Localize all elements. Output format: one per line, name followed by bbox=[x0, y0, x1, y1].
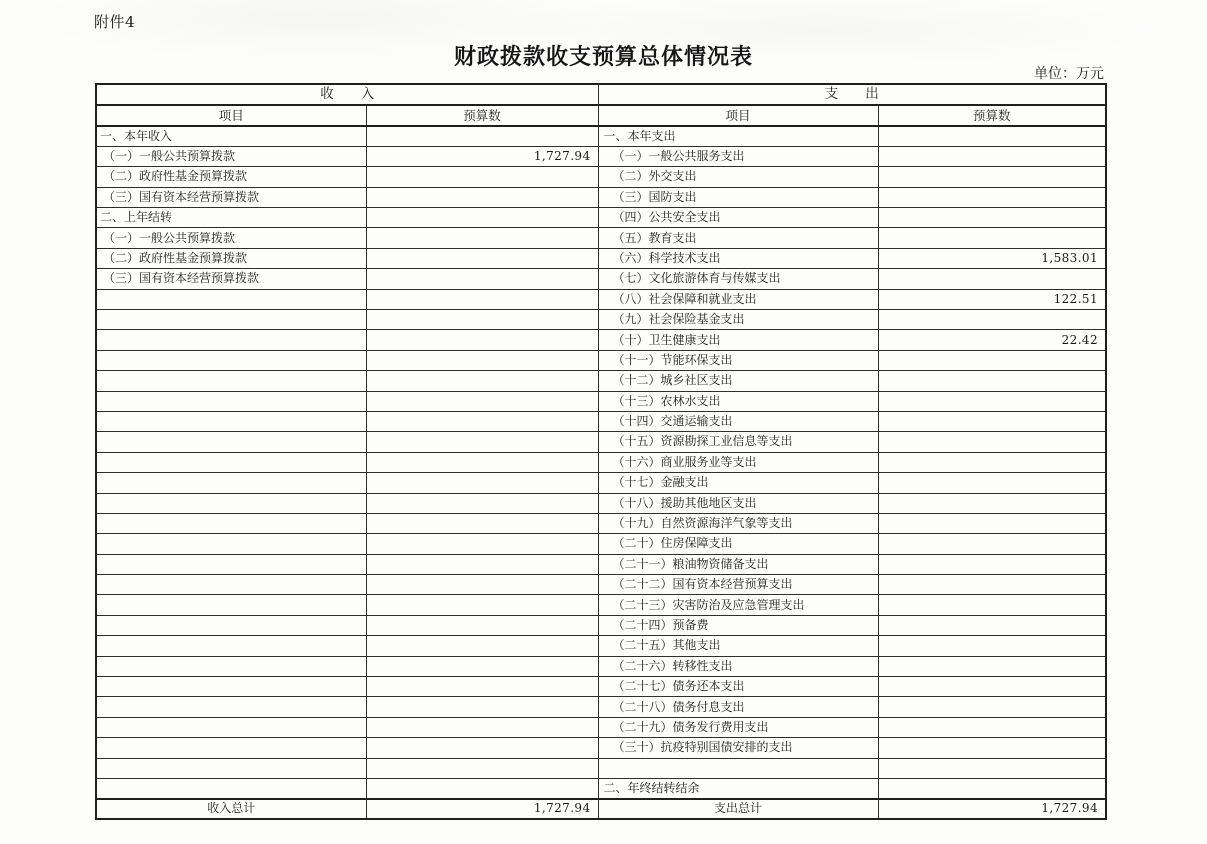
income-budget-value bbox=[366, 677, 598, 697]
income-budget-value: 1,727.94 bbox=[366, 146, 598, 166]
expense-item-label: （十四）交通运输支出 bbox=[598, 411, 878, 431]
table-row bbox=[96, 697, 1106, 717]
table-row bbox=[96, 330, 1106, 350]
income-item-label bbox=[96, 779, 366, 799]
expense-item-label: 支出总计 bbox=[598, 799, 878, 819]
table-row bbox=[96, 656, 1106, 676]
expense-budget-column-header: 预算数 bbox=[878, 105, 1106, 126]
expense-item-label: （十）卫生健康支出 bbox=[598, 330, 878, 350]
expense-budget-value bbox=[878, 187, 1106, 207]
table-row bbox=[96, 636, 1106, 656]
expense-budget-value bbox=[878, 310, 1106, 330]
income-budget-value bbox=[366, 636, 598, 656]
column-header-row bbox=[96, 105, 1106, 126]
table-row bbox=[96, 391, 1106, 411]
income-budget-value bbox=[366, 289, 598, 309]
expense-item-label: （二十二）国有资本经营预算支出 bbox=[598, 575, 878, 595]
income-item-label bbox=[96, 534, 366, 554]
income-item-label: （三）国有资本经营预算拨款 bbox=[96, 269, 366, 289]
expense-item-label: （十八）援助其他地区支出 bbox=[598, 493, 878, 513]
income-budget-column-header: 预算数 bbox=[366, 105, 598, 126]
expense-item-label: （一）一般公共服务支出 bbox=[598, 146, 878, 166]
expense-item-label: （十三）农林水支出 bbox=[598, 391, 878, 411]
expense-budget-value bbox=[878, 146, 1106, 166]
income-item-label: 收入总计 bbox=[96, 799, 366, 819]
expense-item-label: （八）社会保障和就业支出 bbox=[598, 289, 878, 309]
table-row bbox=[96, 473, 1106, 493]
expense-budget-value: 1,583.01 bbox=[878, 248, 1106, 268]
income-budget-value bbox=[366, 310, 598, 330]
table-row bbox=[96, 513, 1106, 533]
income-budget-value bbox=[366, 656, 598, 676]
expense-item-label: （二十四）预备费 bbox=[598, 615, 878, 635]
income-item-label bbox=[96, 371, 366, 391]
income-item-label: （一）一般公共预算拨款 bbox=[96, 228, 366, 248]
income-item-label bbox=[96, 554, 366, 574]
table-row bbox=[96, 554, 1106, 574]
table-row bbox=[96, 228, 1106, 248]
expense-budget-value bbox=[878, 554, 1106, 574]
income-item-label bbox=[96, 697, 366, 717]
income-budget-value bbox=[366, 187, 598, 207]
table-row bbox=[96, 167, 1106, 187]
income-item-label bbox=[96, 717, 366, 737]
expense-item-label: 二、年终结转结余 bbox=[598, 779, 878, 799]
table-row bbox=[96, 269, 1106, 289]
expense-item-label: （二十五）其他支出 bbox=[598, 636, 878, 656]
expense-budget-value: 22.42 bbox=[878, 330, 1106, 350]
income-budget-value bbox=[366, 452, 598, 472]
expense-budget-value bbox=[878, 371, 1106, 391]
expense-item-label: （二十九）债务发行费用支出 bbox=[598, 717, 878, 737]
income-budget-value bbox=[366, 697, 598, 717]
expense-budget-value bbox=[878, 615, 1106, 635]
expense-budget-value bbox=[878, 513, 1106, 533]
expense-budget-value bbox=[878, 779, 1106, 799]
income-budget-value bbox=[366, 228, 598, 248]
page-title: 财政拨款收支预算总体情况表 bbox=[453, 45, 753, 70]
income-budget-value bbox=[366, 534, 598, 554]
expense-item-label: （二十八）债务付息支出 bbox=[598, 697, 878, 717]
expense-budget-value bbox=[878, 208, 1106, 228]
income-item-label bbox=[96, 310, 366, 330]
income-item-label bbox=[96, 432, 366, 452]
expense-budget-value bbox=[878, 167, 1106, 187]
table-row bbox=[96, 126, 1106, 146]
table-row bbox=[96, 289, 1106, 309]
income-budget-value bbox=[366, 350, 598, 370]
table-row bbox=[96, 738, 1106, 758]
income-item-label: （二）政府性基金预算拨款 bbox=[96, 167, 366, 187]
expense-budget-value: 122.51 bbox=[878, 289, 1106, 309]
table-row bbox=[96, 208, 1106, 228]
income-item-label bbox=[96, 411, 366, 431]
expense-item-label: （二十六）转移性支出 bbox=[598, 656, 878, 676]
income-budget-value bbox=[366, 371, 598, 391]
expense-budget-value bbox=[878, 269, 1106, 289]
expense-item-label: （七）文化旅游体育与传媒支出 bbox=[598, 269, 878, 289]
table-row bbox=[96, 310, 1106, 330]
income-budget-value bbox=[366, 269, 598, 289]
expense-budget-value bbox=[878, 677, 1106, 697]
expense-section-header: 支 出 bbox=[598, 84, 1106, 105]
expense-item-label: （十二）城乡社区支出 bbox=[598, 371, 878, 391]
income-budget-value bbox=[366, 208, 598, 228]
expense-item-label: （十七）金融支出 bbox=[598, 473, 878, 493]
income-budget-value: 1,727.94 bbox=[366, 799, 598, 819]
income-item-label bbox=[96, 636, 366, 656]
income-budget-value bbox=[366, 473, 598, 493]
table-row bbox=[96, 432, 1106, 452]
income-budget-value bbox=[366, 615, 598, 635]
expense-budget-value bbox=[878, 432, 1106, 452]
unit-label: 单位：万元 bbox=[1034, 66, 1104, 82]
income-item-label bbox=[96, 513, 366, 533]
expense-item-label: （三十）抗疫特别国债安排的支出 bbox=[598, 738, 878, 758]
expense-budget-value bbox=[878, 656, 1106, 676]
income-budget-value bbox=[366, 411, 598, 431]
income-item-label: （二）政府性基金预算拨款 bbox=[96, 248, 366, 268]
expense-item-label: （十五）资源勘探工业信息等支出 bbox=[598, 432, 878, 452]
expense-item-label bbox=[598, 758, 878, 778]
expense-budget-value bbox=[878, 717, 1106, 737]
income-section-header: 收 入 bbox=[96, 84, 598, 105]
income-item-label bbox=[96, 738, 366, 758]
income-budget-value bbox=[366, 779, 598, 799]
income-item-label bbox=[96, 350, 366, 370]
expense-item-label: （五）教育支出 bbox=[598, 228, 878, 248]
income-budget-value bbox=[366, 248, 598, 268]
expense-budget-value bbox=[878, 575, 1106, 595]
income-budget-value bbox=[366, 167, 598, 187]
table-row bbox=[96, 799, 1106, 819]
income-budget-value bbox=[366, 758, 598, 778]
income-item-label bbox=[96, 656, 366, 676]
income-budget-value bbox=[366, 738, 598, 758]
expense-item-label: （二十一）粮油物资储备支出 bbox=[598, 554, 878, 574]
table-row bbox=[96, 187, 1106, 207]
table-row bbox=[96, 146, 1106, 166]
expense-item-label: （二十三）灾害防治及应急管理支出 bbox=[598, 595, 878, 615]
table-row bbox=[96, 717, 1106, 737]
income-item-label bbox=[96, 473, 366, 493]
income-budget-value bbox=[366, 595, 598, 615]
budget-table-body bbox=[96, 126, 1106, 819]
income-budget-value bbox=[366, 432, 598, 452]
expense-item-label: （二）外交支出 bbox=[598, 167, 878, 187]
income-item-label bbox=[96, 452, 366, 472]
table-row bbox=[96, 677, 1106, 697]
table-row bbox=[96, 595, 1106, 615]
income-budget-value bbox=[366, 575, 598, 595]
expense-budget-value bbox=[878, 228, 1106, 248]
table-row bbox=[96, 779, 1106, 799]
expense-budget-value bbox=[878, 636, 1106, 656]
income-budget-value bbox=[366, 513, 598, 533]
expense-item-column-header: 项目 bbox=[598, 105, 878, 126]
table-row bbox=[96, 248, 1106, 268]
income-item-label bbox=[96, 615, 366, 635]
expense-item-label: （十九）自然资源海洋气象等支出 bbox=[598, 513, 878, 533]
expense-budget-value bbox=[878, 738, 1106, 758]
expense-budget-value: 1,727.94 bbox=[878, 799, 1106, 819]
expense-item-label: （二十七）债务还本支出 bbox=[598, 677, 878, 697]
table-row bbox=[96, 575, 1106, 595]
income-item-label bbox=[96, 758, 366, 778]
table-row bbox=[96, 371, 1106, 391]
expense-budget-value bbox=[878, 411, 1106, 431]
income-item-column-header: 项目 bbox=[96, 105, 366, 126]
expense-budget-value bbox=[878, 473, 1106, 493]
income-item-label bbox=[96, 289, 366, 309]
expense-item-label: （十一）节能环保支出 bbox=[598, 350, 878, 370]
table-row bbox=[96, 411, 1106, 431]
expense-budget-value bbox=[878, 452, 1106, 472]
expense-budget-value bbox=[878, 758, 1106, 778]
income-item-label bbox=[96, 330, 366, 350]
table-row bbox=[96, 615, 1106, 635]
income-item-label: 一、本年收入 bbox=[96, 126, 366, 146]
income-item-label: （一）一般公共预算拨款 bbox=[96, 146, 366, 166]
table-row bbox=[96, 758, 1106, 778]
income-item-label bbox=[96, 677, 366, 697]
income-budget-value bbox=[366, 493, 598, 513]
table-row bbox=[96, 493, 1106, 513]
income-budget-value bbox=[366, 330, 598, 350]
expense-budget-value bbox=[878, 697, 1106, 717]
table-row bbox=[96, 534, 1106, 554]
expense-budget-value bbox=[878, 493, 1106, 513]
expense-item-label: （二十）住房保障支出 bbox=[598, 534, 878, 554]
expense-item-label: （九）社会保险基金支出 bbox=[598, 310, 878, 330]
income-item-label bbox=[96, 391, 366, 411]
table-row bbox=[96, 350, 1106, 370]
expense-budget-value bbox=[878, 534, 1106, 554]
income-item-label bbox=[96, 493, 366, 513]
income-budget-value bbox=[366, 126, 598, 146]
table-row bbox=[96, 452, 1106, 472]
expense-item-label: 一、本年支出 bbox=[598, 126, 878, 146]
expense-item-label: （六）科学技术支出 bbox=[598, 248, 878, 268]
income-budget-value bbox=[366, 717, 598, 737]
income-budget-value bbox=[366, 554, 598, 574]
expense-budget-value bbox=[878, 595, 1106, 615]
budget-table bbox=[95, 83, 1107, 820]
expense-item-label: （十六）商业服务业等支出 bbox=[598, 452, 878, 472]
income-item-label: （三）国有资本经营预算拨款 bbox=[96, 187, 366, 207]
expense-item-label: （三）国防支出 bbox=[598, 187, 878, 207]
section-header-row bbox=[96, 84, 1106, 105]
expense-item-label: （四）公共安全支出 bbox=[598, 208, 878, 228]
income-item-label bbox=[96, 575, 366, 595]
income-budget-value bbox=[366, 391, 598, 411]
expense-budget-value bbox=[878, 126, 1106, 146]
expense-budget-value bbox=[878, 391, 1106, 411]
expense-budget-value bbox=[878, 350, 1106, 370]
attachment-label: 附件4 bbox=[94, 13, 136, 31]
income-item-label bbox=[96, 595, 366, 615]
income-item-label: 二、上年结转 bbox=[96, 208, 366, 228]
